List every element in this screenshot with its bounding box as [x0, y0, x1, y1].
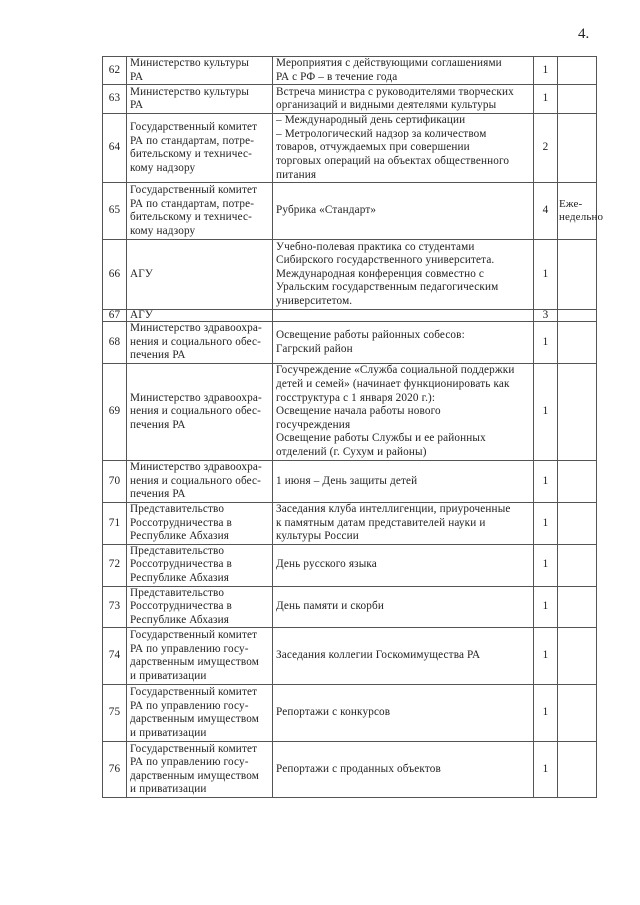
table-row [103, 322, 597, 364]
period-cell [558, 310, 597, 322]
event-cell: Заседания коллегии Госкомимущества РА [273, 628, 534, 685]
event-cell: День памяти и скорби [273, 586, 534, 628]
count-cell: 3 [534, 310, 558, 322]
organization-cell: Представительство Россотрудничества в Республике Абхазия [127, 544, 273, 586]
period-cell [558, 502, 597, 544]
table-row [103, 460, 597, 502]
count-cell: 1 [534, 322, 558, 364]
period-cell: Еже- недельно [558, 183, 597, 240]
event-cell: Мероприятия с действующими соглашениями РА с РФ – в течение года [273, 57, 534, 85]
row-number: 67 [103, 310, 127, 322]
organization-cell: Государственный комитет РА по стандартам, потре- бительскому и техничес- кому надзору [127, 114, 273, 183]
count-cell: 1 [534, 586, 558, 628]
events-table [102, 56, 604, 798]
period-cell [558, 685, 597, 742]
count-cell: 1 [534, 628, 558, 685]
table-row [103, 502, 597, 544]
organization-cell: АГУ [127, 310, 273, 322]
count-cell: 4 [534, 183, 558, 240]
row-number: 76 [103, 742, 127, 798]
event-cell: Встреча министра с руководителями творческих организаций и видными деятелями культуры [273, 85, 534, 114]
table-row [103, 685, 597, 742]
count-cell: 1 [534, 363, 558, 460]
count-cell: 2 [534, 114, 558, 183]
organization-cell: Министерство культуры РА [127, 85, 273, 114]
row-number: 70 [103, 460, 127, 502]
table-row [103, 183, 597, 240]
table-row [103, 310, 597, 322]
period-cell [558, 57, 597, 85]
organization-cell: Министерство здравоохра- нения и социального обес- печения РА [127, 322, 273, 364]
period-cell [558, 544, 597, 586]
period-cell [558, 460, 597, 502]
organization-cell: АГУ [127, 240, 273, 310]
table-row [103, 57, 597, 85]
period-cell [558, 85, 597, 114]
event-cell: Учебно-полевая практика со студентами Сибирского государственного университета. Международная конференция совместно с Уральским государственным педагогическим университетом. [273, 240, 534, 310]
row-number: 66 [103, 240, 127, 310]
period-cell [558, 240, 597, 310]
period-cell [558, 114, 597, 183]
count-cell: 1 [534, 57, 558, 85]
count-cell: 1 [534, 460, 558, 502]
organization-cell: Министерство культуры РА [127, 57, 273, 85]
table-row [103, 544, 597, 586]
event-cell: Освещение работы районных собесов: Гагрский район [273, 322, 534, 364]
row-number: 74 [103, 628, 127, 685]
organization-cell: Министерство здравоохра- нения и социального обес- печения РА [127, 363, 273, 460]
event-cell [273, 310, 534, 322]
organization-cell: Государственный комитет РА по управлению госу- дарственным имуществом и приватизации [127, 628, 273, 685]
organization-cell: Государственный комитет РА по стандартам, потре- бительскому и техничес- кому надзору [127, 183, 273, 240]
row-number: 64 [103, 114, 127, 183]
table-row [103, 628, 597, 685]
table-row [103, 114, 597, 183]
row-number: 69 [103, 363, 127, 460]
row-number: 62 [103, 57, 127, 85]
event-cell: Репортажи с конкурсов [273, 685, 534, 742]
count-cell: 1 [534, 85, 558, 114]
count-cell: 1 [534, 685, 558, 742]
row-number: 71 [103, 502, 127, 544]
row-number: 75 [103, 685, 127, 742]
organization-cell: Государственный комитет РА по управлению госу- дарственным имуществом и приватизации [127, 742, 273, 798]
event-cell: 1 июня – День защиты детей [273, 460, 534, 502]
period-cell [558, 322, 597, 364]
organization-cell: Представительство Россотрудничества в Республике Абхазия [127, 586, 273, 628]
table-row [103, 85, 597, 114]
organization-cell: Государственный комитет РА по управлению госу- дарственным имуществом и приватизации [127, 685, 273, 742]
count-cell: 1 [534, 742, 558, 798]
count-cell: 1 [534, 502, 558, 544]
period-cell [558, 628, 597, 685]
row-number: 72 [103, 544, 127, 586]
row-number: 73 [103, 586, 127, 628]
table-row [103, 586, 597, 628]
page-number: 4. [578, 26, 590, 42]
row-number: 65 [103, 183, 127, 240]
count-cell: 1 [534, 240, 558, 310]
row-number: 63 [103, 85, 127, 114]
table-row [103, 363, 597, 460]
period-cell [558, 742, 597, 798]
event-cell: Госучреждение «Служба социальной поддержки детей и семей» (начинает функционировать как госструктура с 1 января 2020 г.): Освещение начала работы нового госучреждения Освещение работы Службы и ее районных отделений (г. Сухум и районы) [273, 363, 534, 460]
table-row [103, 742, 597, 798]
count-cell: 1 [534, 544, 558, 586]
event-cell: Заседания клуба интеллигенции, приуроченные к памятным датам представителей науки и культуры России [273, 502, 534, 544]
event-cell: День русского языка [273, 544, 534, 586]
period-cell [558, 586, 597, 628]
organization-cell: Министерство здравоохра- нения и социального обес- печения РА [127, 460, 273, 502]
event-cell: Рубрика «Стандарт» [273, 183, 534, 240]
event-cell: Репортажи с проданных объектов [273, 742, 534, 798]
row-number: 68 [103, 322, 127, 364]
table-row [103, 240, 597, 310]
organization-cell: Представительство Россотрудничества в Республике Абхазия [127, 502, 273, 544]
event-cell: – Международный день сертификации – Метрологический надзор за количеством товаров, отчуждаемых при совершении торговых операций на объектах общественного питания [273, 114, 534, 183]
period-cell [558, 363, 597, 460]
